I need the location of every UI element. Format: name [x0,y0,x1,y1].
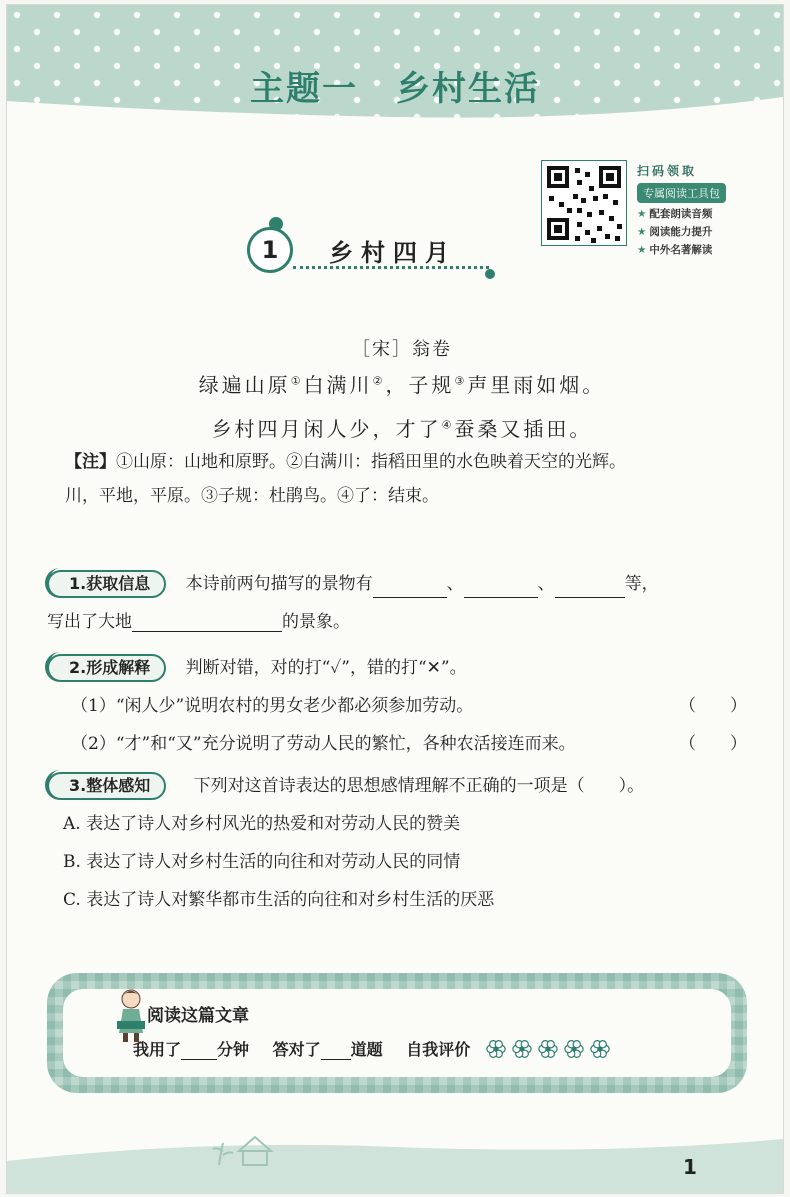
note-text: ①山原：山地和原野。②白满川：指稻田里的水色映着天空的光辉。 [116,452,626,472]
lesson-title: 乡村四月 [329,239,457,267]
q3-option-c[interactable]: C. 表达了诗人对繁华都市生活的向往和对乡村生活的厌恶 [63,890,495,910]
question-1: 1.获取信息 本诗前两句描写的景物有 、 、 等， [47,569,767,598]
note-label: 【注】 [65,452,116,472]
rating-flower-icon[interactable] [512,1039,532,1059]
reading-record-box [47,973,747,1093]
qr-title: 扫码领取 [637,164,698,178]
qr-code-icon[interactable] [541,160,627,246]
rating-flower-icon[interactable] [538,1039,558,1059]
qr-feature: ★ 中外名著解读 [637,244,713,256]
theme-title [7,61,783,110]
star-icon: ★ [637,208,647,220]
question-1-cont: 写出了大地 的景象。 [47,612,350,632]
answer-blank[interactable] [555,579,625,598]
answer-blank[interactable] [464,579,538,598]
workbook-page [6,4,784,1194]
decor-dot [485,269,495,279]
q2-tag: 2.形成解释 [47,654,166,682]
q2-item: （2）“才”和“又”充分说明了劳动人民的繁忙，各种农活接连而来。 （ ） [71,729,747,754]
self-rating [480,1039,610,1059]
answer-blank[interactable] [373,579,447,598]
reading-stats: 我用了 分钟 答对了 道题 自我评价 [133,1037,610,1060]
qr-badge: 专属阅读工具包 [637,183,726,203]
answer-paren[interactable]: （ ） [679,696,747,716]
star-icon: ★ [637,226,647,238]
theme-name: 乡村生活 [396,69,540,109]
answer-paren[interactable]: （ ） [679,734,747,754]
poem-notes [65,445,745,513]
poem-author: ［宋］翁卷 [352,339,452,360]
q2-item: （1）“闲人少”说明农村的男女老少都必须参加劳动。 （ ） [71,691,747,716]
q3-option-a[interactable]: A. 表达了诗人对乡村风光的热爱和对劳动人民的赞美 [63,814,461,834]
rating-flower-icon[interactable] [590,1039,610,1059]
q3-tag: 3.整体感知 [47,772,166,800]
answer-blank[interactable] [132,613,282,632]
question-2: 2.形成解释 判断对错，对的打“✓”，错的打“✕”。 [47,653,767,682]
theme-label: 主题一 [250,69,358,109]
lesson-underline [293,266,489,269]
header-band [7,5,783,135]
reading-title: 阅读这篇文章 [147,1006,249,1026]
star-icon: ★ [637,244,647,256]
footer-decoration [7,1121,783,1193]
girl-reading-icon [113,987,149,1043]
qr-feature: ★ 配套朗读音频 [637,208,713,220]
qr-feature: ★ 阅读能力提升 [637,226,713,238]
note-text: 川，平地，平原。③子规：杜鹃鸟。④了：结束。 [65,486,439,506]
q3-option-b[interactable]: B. 表达了诗人对乡村生活的向往和对劳动人民的同情 [63,852,461,872]
question-3: 3.整体感知 下列对这首诗表达的思想感情理解不正确的一项是（ ）。 [47,771,767,800]
lesson-number: 1 [247,227,293,273]
answers-blank[interactable] [321,1041,351,1060]
poem-line-1: 绿遍山原①白满川②，子规③声里雨如烟。 [198,373,606,397]
rating-flower-icon[interactable] [564,1039,584,1059]
page-number: 1 [683,1155,697,1179]
minutes-blank[interactable] [181,1041,217,1060]
poem-line-2: 乡村四月闲人少，才了④蚕桑又插田。 [211,417,593,441]
rating-flower-icon[interactable] [486,1039,506,1059]
q1-tag: 1.获取信息 [47,570,166,598]
qr-info [637,162,757,257]
